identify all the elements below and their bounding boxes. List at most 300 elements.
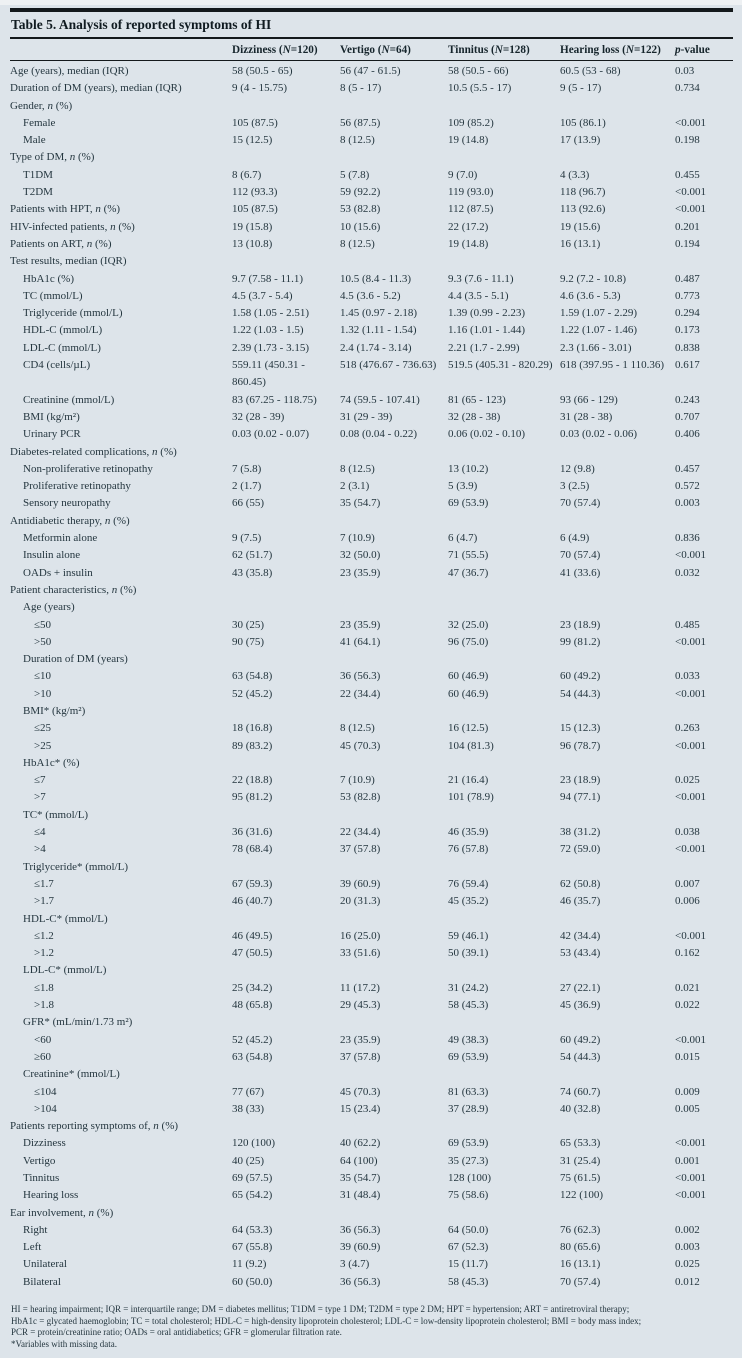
cell-value: 8 (12.5) [340,462,375,475]
cell-value: 45 (35.2) [448,895,489,908]
cell-p-value: 0.002 [675,1223,700,1236]
cell-value: 39 (60.9) [340,877,381,890]
table-row [10,132,733,149]
cell-p-value: <0.001 [675,1172,706,1184]
cell-value [340,1205,448,1222]
cell-value: 60 (50.0) [232,1275,273,1288]
table-footnotes [10,1291,733,1350]
cell-value: 94 (77.1) [560,791,601,804]
cell-value: 23 (18.9) [560,618,601,631]
cell-p-value: <0.001 [675,186,706,199]
row-label: >10 [34,687,52,700]
cell-value: 75 (58.6) [448,1189,489,1202]
cell-value: 5 (7.8) [340,168,370,181]
cell-p-value: 0.003 [675,1241,700,1254]
cell-value: 89 (83.2) [232,739,273,752]
cell-p-value: <0.001 [675,635,706,648]
cell-value: 7 (10.9) [340,532,375,545]
cell-value: 53 (82.8) [340,203,381,216]
row-label: Proliferative retinopathy [23,480,131,493]
cell-value: 63 (54.8) [232,670,273,683]
row-label: Type of DM, n (%) [10,151,95,164]
cell-value: 60 (46.9) [448,687,489,700]
cell-value: 66 (55) [232,497,265,510]
cell-value: 0.03 (0.02 - 0.07) [232,428,309,441]
cell-value: 47 (36.7) [448,566,489,579]
cell-value: 519.5 (405.31 - 820.29) [448,359,553,372]
cell-value: 74 (60.7) [560,1085,601,1098]
cell-value: 15 (23.4) [340,1102,381,1115]
cell-value: 62 (51.7) [232,549,273,562]
row-label: GFR* (mL/min/1.73 m²) [23,1016,133,1029]
row-label: Insulin alone [23,549,81,562]
table-row [10,1274,733,1291]
cell-p-value: 0.03 [675,65,695,77]
row-label: Patients with HPT, n (%) [10,203,121,216]
cell-value: 5 (3.9) [448,480,478,493]
row-label: ≤10 [34,670,52,683]
cell-p-value [675,1014,733,1031]
cell-value: 30 (25) [232,618,265,631]
cell-value: 559.11 (450.31 - 860.45) [232,359,305,389]
cell-value: 41 (64.1) [340,635,381,648]
table-row [10,1032,733,1049]
table-row [10,426,733,443]
cell-p-value [675,911,733,928]
column-header-empty [10,39,232,61]
cell-value: 59 (92.2) [340,186,381,199]
cell-value: 15 (12.5) [232,134,273,147]
cell-value: 20 (31.3) [340,895,381,908]
cell-value: 45 (36.9) [560,999,601,1012]
cell-p-value: 0.025 [675,774,700,787]
cell-value: 75 (61.5) [560,1172,601,1184]
cell-value: 8 (5 - 17) [340,82,382,95]
cell-p-value: 0.201 [675,220,700,233]
cell-value: 19 (14.8) [448,134,489,147]
cell-p-value: 0.836 [675,532,700,545]
cell-value [232,651,340,668]
cell-value: 6 (4.7) [448,532,478,545]
row-label: OADs + insulin [23,566,93,579]
cell-value: 9 (4 - 15.75) [232,82,287,95]
cell-value [448,98,560,115]
row-label: ≤104 [34,1085,57,1098]
cell-p-value: 0.005 [675,1102,700,1115]
table-row [10,547,733,564]
cell-value: 40 (62.2) [340,1137,381,1150]
section-header-row [10,1014,733,1031]
cell-value: 23 (18.9) [560,774,601,787]
section-header-row [10,807,733,824]
cell-value: 90 (75) [232,635,265,648]
row-label: HbA1c* (%) [23,756,80,769]
row-label: ≥60 [34,1050,52,1063]
cell-value [448,582,560,599]
cell-value [340,98,448,115]
cell-value: 19 (14.8) [448,237,489,250]
table-row [10,945,733,962]
cell-value: 23 (35.9) [340,1033,381,1046]
row-label: ≤7 [34,774,46,787]
cell-p-value: 0.038 [675,826,700,839]
cell-p-value: 0.032 [675,566,700,579]
cell-value [560,1205,675,1222]
cell-value: 17 (13.9) [560,134,601,147]
cell-p-value: 0.173 [675,324,700,337]
section-header-row [10,1205,733,1222]
table-row [10,1170,733,1187]
table-row [10,668,733,685]
cell-value: 64 (53.3) [232,1223,273,1236]
cell-value: 1.59 (1.07 - 2.29) [560,307,637,320]
cell-value: 36 (56.3) [340,1275,381,1288]
cell-value [232,1014,340,1031]
row-label: BMI (kg/m²) [23,410,80,423]
table-row [10,461,733,478]
section-header-row [10,1066,733,1083]
cell-value: 3 (4.7) [340,1258,370,1271]
table-row [10,495,733,512]
section-header-row [10,444,733,461]
cell-value: 65 (53.3) [560,1137,601,1150]
cell-value: 113 (92.6) [560,203,606,216]
cell-p-value: <0.001 [675,929,706,942]
cell-value: 67 (55.8) [232,1241,273,1254]
cell-value: 95 (81.2) [232,791,273,804]
cell-p-value: <0.001 [675,203,706,216]
cell-value [448,513,560,530]
table-row [10,738,733,755]
cell-value: 10 (15.6) [340,220,381,233]
cell-value: 70 (57.4) [560,549,601,562]
row-label: Unilateral [23,1258,67,1271]
cell-value: 13 (10.8) [232,237,273,250]
table-row [10,841,733,858]
cell-value: 70 (57.4) [560,497,601,510]
row-label: Male [23,134,46,147]
cell-value: 60 (49.2) [560,670,601,683]
cell-value: 0.03 (0.02 - 0.06) [560,428,637,441]
row-label: Diabetes-related complications, n (%) [10,445,177,458]
cell-p-value [675,1118,733,1135]
row-label: ≤1.8 [34,981,54,994]
cell-value: 120 (100) [232,1137,276,1150]
cell-value: 58 (50.5 - 66) [448,65,509,77]
cell-value [232,911,340,928]
row-label: >4 [34,843,46,856]
cell-value: 31 (29 - 39) [340,410,393,423]
cell-value: 23 (35.9) [340,566,381,579]
cell-p-value: <0.001 [675,1189,706,1202]
table-container [0,5,742,1350]
cell-value: 31 (28 - 38) [560,410,613,423]
cell-value: 3 (2.5) [560,480,590,493]
table-row [10,322,733,339]
cell-value: 32 (50.0) [340,549,381,562]
cell-value [448,911,560,928]
cell-p-value: 0.838 [675,341,700,354]
cell-value [448,1205,560,1222]
row-label: ≤4 [34,826,46,839]
table-header [10,39,733,61]
cell-value: 19 (15.6) [560,220,601,233]
cell-value: 81 (65 - 123) [448,393,506,406]
table-row [10,288,733,305]
row-label: Triglyceride (mmol/L) [23,307,123,320]
cell-value: 78 (68.4) [232,843,273,856]
cell-value: 58 (50.5 - 65) [232,65,293,77]
cell-p-value [675,755,733,772]
cell-value: 32 (28 - 38) [448,410,501,423]
cell-value [448,1014,560,1031]
section-header-row [10,1118,733,1135]
cell-value: 11 (9.2) [232,1258,267,1271]
table-body [10,61,733,1292]
row-label: Non-proliferative retinopathy [23,462,153,475]
cell-value: 16 (25.0) [340,929,381,942]
row-label: HbA1c (%) [23,272,75,285]
row-label: ≤25 [34,722,52,735]
cell-p-value: 0.243 [675,393,700,406]
cell-value: 52 (45.2) [232,1033,273,1046]
cell-value: 13 (10.2) [448,462,489,475]
table-row [10,80,733,97]
section-header-row [10,513,733,530]
row-label: Left [23,1241,42,1254]
row-label: Female [23,116,56,129]
table-row [10,219,733,236]
table-header-row [10,39,733,61]
cell-value: 80 (65.6) [560,1241,601,1254]
cell-p-value: 0.487 [675,272,700,285]
column-header: Vertigo (N=64) [340,39,448,61]
table-row [10,201,733,218]
cell-p-value [675,859,733,876]
footnote-line: *Variables with missing data. [11,1338,117,1349]
cell-value: 60 (46.9) [448,670,489,683]
cell-p-value: 0.294 [675,307,700,320]
cell-value: 43 (35.8) [232,566,273,579]
cell-value: 58 (45.3) [448,999,489,1012]
cell-value [340,1118,448,1135]
cell-value [232,962,340,979]
cell-value: 4.4 (3.5 - 5.1) [448,289,509,302]
row-label: Vertigo [23,1154,56,1167]
section-header-row [10,599,733,616]
cell-value: 12 (9.8) [560,462,595,475]
cell-value [448,962,560,979]
cell-p-value: 0.617 [675,359,700,372]
column-header: Dizziness (N=120) [232,39,340,61]
cell-value: 8 (12.5) [340,237,375,250]
symptoms-table [10,39,733,1291]
column-header: Tinnitus (N=128) [448,39,560,61]
table-row [10,1101,733,1118]
table-row [10,340,733,357]
cell-p-value [675,962,733,979]
cell-p-value [675,1066,733,1083]
cell-value: 46 (35.7) [560,895,601,908]
cell-value: 16 (13.1) [560,237,601,250]
cell-value [340,755,448,772]
cell-value: 31 (24.2) [448,981,489,994]
cell-p-value: 0.012 [675,1275,700,1288]
row-label: Creatinine* (mmol/L) [23,1068,120,1081]
cell-value [232,253,340,270]
cell-value: 19 (15.8) [232,220,273,233]
cell-value: 122 (100) [560,1189,604,1202]
cell-p-value: <0.001 [675,739,706,752]
cell-value: 41 (33.6) [560,566,601,579]
cell-value: 35 (27.3) [448,1154,489,1167]
cell-value: 37 (28.9) [448,1102,489,1115]
cell-value: 618 (397.95 - 1 110.36) [560,359,665,372]
cell-value: 1.16 (1.01 - 1.44) [448,324,525,337]
cell-value [232,98,340,115]
cell-value: 8 (12.5) [340,134,375,147]
cell-p-value: <0.001 [675,549,706,562]
cell-value [560,859,675,876]
cell-value [560,98,675,115]
cell-value: 96 (75.0) [448,635,489,648]
cell-value: 38 (33) [232,1102,265,1115]
table-row [10,1135,733,1152]
row-label: Dizziness [23,1137,66,1150]
cell-value [340,582,448,599]
row-label: Test results, median (IQR) [10,255,127,268]
cell-p-value: 0.485 [675,618,700,631]
cell-value: 46 (40.7) [232,895,273,908]
table-row [10,789,733,806]
row-label: LDL-C (mmol/L) [23,341,101,354]
cell-value: 56 (87.5) [340,116,381,129]
row-label: ≤1.7 [34,877,54,890]
cell-value: 119 (93.0) [448,186,494,199]
cell-value: 7 (5.8) [232,462,262,475]
row-label: Age (years), median (IQR) [10,65,129,77]
table-row [10,1049,733,1066]
cell-p-value [675,444,733,461]
row-label: Patients reporting symptoms of, n (%) [10,1120,179,1133]
cell-p-value: 0.572 [675,480,700,493]
cell-value: 81 (63.3) [448,1085,489,1098]
row-label: Tinnitus [23,1172,60,1184]
row-label: Sensory neuropathy [23,497,111,510]
cell-value: 518 (476.67 - 736.63) [340,359,437,372]
cell-value: 1.22 (1.03 - 1.5) [232,324,304,337]
cell-value: 53 (82.8) [340,791,381,804]
cell-value: 32 (25.0) [448,618,489,631]
cell-value: 8 (12.5) [340,722,375,735]
cell-value: 112 (93.3) [232,186,278,199]
cell-p-value: 0.025 [675,1258,700,1271]
table-row [10,720,733,737]
cell-value: 52 (45.2) [232,687,273,700]
cell-p-value [675,149,733,166]
cell-value: 112 (87.5) [448,203,494,216]
cell-p-value: 0.263 [675,722,700,735]
cell-value: 56 (47 - 61.5) [340,65,401,77]
cell-value: 67 (59.3) [232,877,273,890]
cell-value: 1.58 (1.05 - 2.51) [232,307,309,320]
cell-value: 1.45 (0.97 - 2.18) [340,307,417,320]
table-row [10,409,733,426]
cell-p-value: 0.406 [675,428,700,441]
table-row [10,1084,733,1101]
cell-value [560,1066,675,1083]
cell-value [560,962,675,979]
cell-p-value [675,98,733,115]
cell-value: 21 (16.4) [448,774,489,787]
cell-p-value: 0.009 [675,1085,700,1098]
cell-p-value: 0.734 [675,82,700,95]
row-label: Right [23,1223,48,1236]
cell-p-value: <0.001 [675,843,706,856]
cell-value [232,1205,340,1222]
cell-value: 59 (46.1) [448,929,489,942]
cell-value: 46 (49.5) [232,929,273,942]
cell-value: 109 (85.2) [448,116,494,129]
cell-value: 48 (65.8) [232,999,273,1012]
cell-value: 54 (44.3) [560,1050,601,1063]
cell-value: 45 (70.3) [340,1085,381,1098]
row-label: >25 [34,739,52,752]
cell-p-value: 0.773 [675,289,700,302]
row-label: Gender, n (%) [10,99,73,112]
cell-p-value [675,513,733,530]
cell-value: 37 (57.8) [340,843,381,856]
cell-value [448,599,560,616]
cell-value: 35 (54.7) [340,1172,381,1184]
cell-value: 2.3 (1.66 - 3.01) [560,341,632,354]
cell-value [340,1066,448,1083]
cell-value: 70 (57.4) [560,1275,601,1288]
cell-value: 76 (62.3) [560,1223,601,1236]
cell-value [232,582,340,599]
row-label: >7 [34,791,46,804]
table-row [10,115,733,132]
row-label: HIV-infected patients, n (%) [10,220,135,233]
cell-value: 54 (44.3) [560,687,601,700]
cell-value: 10.5 (8.4 - 11.3) [340,272,412,285]
cell-p-value: 0.455 [675,168,700,181]
cell-p-value [675,599,733,616]
cell-p-value: 0.194 [675,237,700,250]
section-header-row [10,703,733,720]
row-label: Metformin alone [23,532,98,545]
cell-value: 83 (67.25 - 118.75) [232,393,317,406]
table-row [10,530,733,547]
cell-value: 8 (6.7) [232,168,262,181]
cell-value: 104 (81.3) [448,739,494,752]
cell-value: 46 (35.9) [448,826,489,839]
cell-value: 7 (10.9) [340,774,375,787]
cell-p-value: 0.003 [675,497,700,510]
cell-value [560,911,675,928]
row-label: >1.2 [34,947,54,960]
column-header: p-value [675,39,733,61]
cell-value [560,149,675,166]
cell-value [232,755,340,772]
cell-value [448,1066,560,1083]
table-row [10,980,733,997]
cell-value: 36 (56.3) [340,1223,381,1236]
table-row [10,1153,733,1170]
cell-value: 58 (45.3) [448,1275,489,1288]
cell-value: 10.5 (5.5 - 17) [448,82,512,95]
cell-value [560,1014,675,1031]
